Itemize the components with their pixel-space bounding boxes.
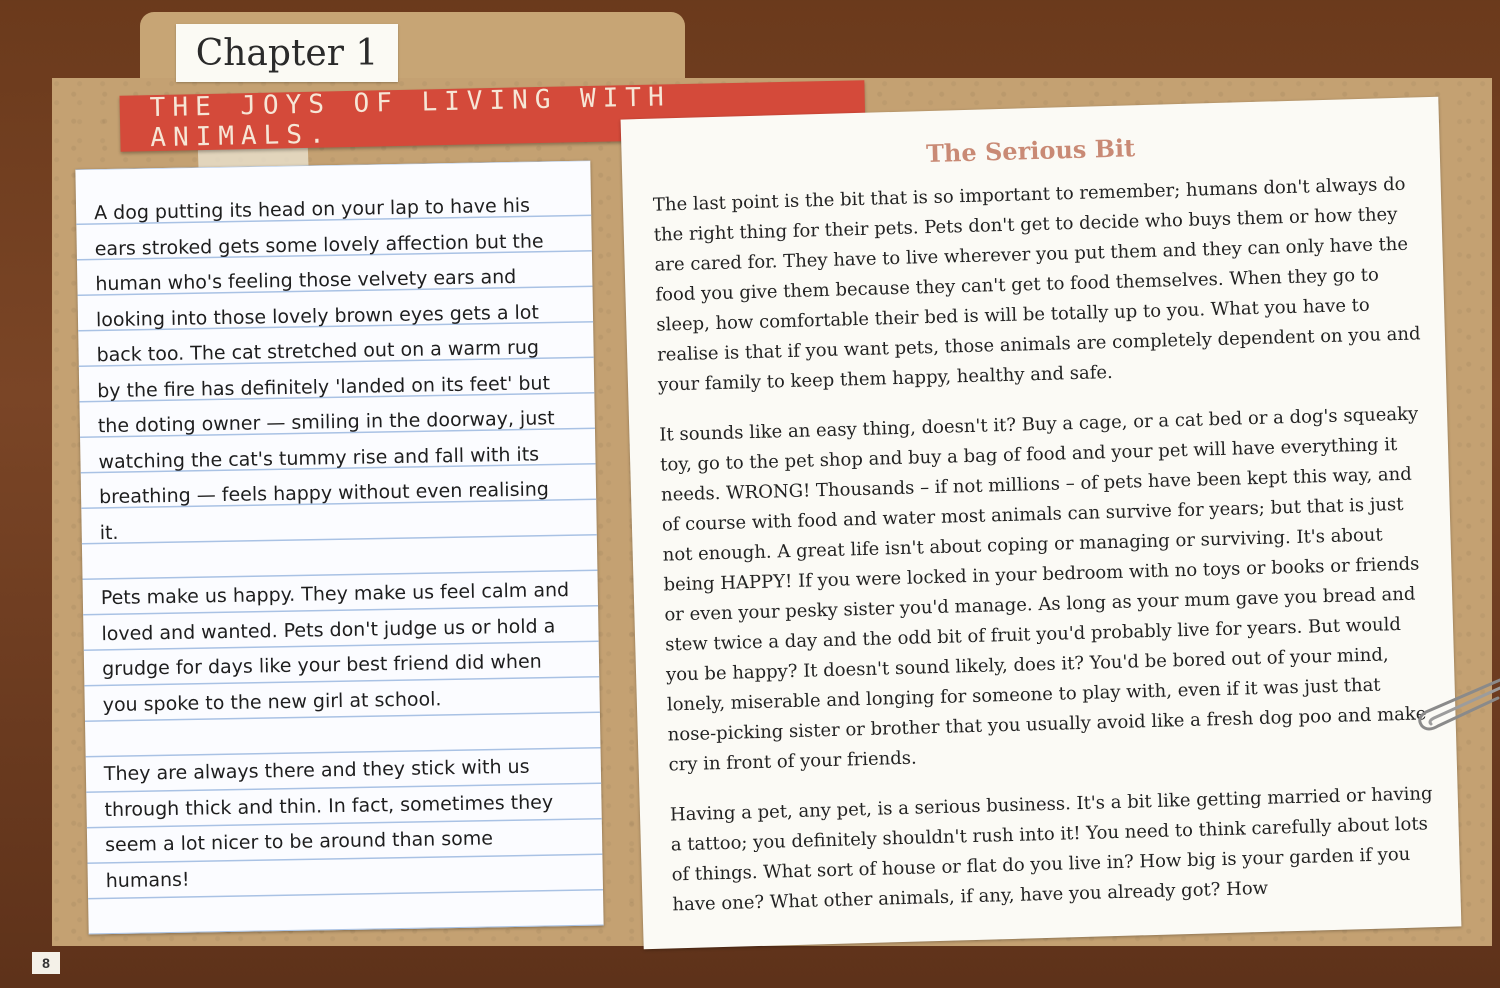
note-paragraph-3: They are always there and they stick with us through thick and thin. In fact, sometimes they seem a lot nicer to be around than some humans! xyxy=(103,755,554,892)
chapter-banner: THE JOYS OF LIVING WITH ANIMALS. xyxy=(119,80,865,152)
serious-bit-heading: The Serious Bit xyxy=(925,133,1136,169)
paperclip-icon xyxy=(1412,672,1500,732)
serious-paragraph-2: It sounds like an easy thing, doesn't it? Buy a cage, or a cat bed or a dog's squeaky toy, go to the pet shop and buy a bag of food and your pet will have everything it needs. WRONG! Thousands – if not millions – of pets have been kept this way, and of course with food and water most animals can survive for years; but that is just not enough. A great life isn't about coping or managing or surviving. It's about being HAPPY! If you were locked in your bedroom with no toys or books or friends or even your pesky sister you'd manage. As long as your mum gave you bread and stew twice a day and the odd bit of fruit you'd probably live for years. But would you be happy? It doesn't sound likely, does it? You'd be bored out of your mind, lonely, miserable and longing for someone to play with, even if it was just that nose-picking sister or brother that you usually avoid like a fresh dog poo and make cry in front of your friends. xyxy=(659,403,1427,776)
serious-paragraph-1: The last point is the bit that is so important to remember; humans don't always do the right thing for their pets. Pets don't get to decide who buys them or how they are cared for. They have to live wherever you put them and they can only have the food you give them because they can't get to food themselves. When they go to sleep, how comfortable their bed is will be totally up to you. What you have to realise is that if you want pets, those animals are completely dependent on you and your family to keep them happy, healthy and safe. xyxy=(652,173,1421,396)
note-paragraph-2: Pets make us happy. They make us feel calm and loved and wanted. Pets don't judge us or hold a grudge for days like your best friend did when you spoke to the new girl at school. xyxy=(100,579,570,716)
serious-paragraph-3: Having a pet, any pet, is a serious business. It's a bit like getting married or having a tattoo; you definitely shouldn't rush into it! You need to think carefully about lots of things. What sort of house or flat do you live in? How big is your garden if you have one? What other animals, if any, have you already got? How xyxy=(669,783,1433,916)
lined-note-sheet xyxy=(75,161,603,935)
page-number: 8 xyxy=(32,952,60,974)
chapter-label: Chapter 1 xyxy=(176,24,398,82)
note-paragraph-1: A dog putting its head on your lap to have his ears stroked gets some lovely affection but the human who's feeling those velvety ears and looking into those lovely brown eyes gets a lot back too. The cat stretched out on a warm rug by the fire has definitely 'landed on its feet' but the doting owner — smiling in the doorway, just watching the cat's tummy rise and fall with its breathing — feels happy without even realising it. xyxy=(93,194,555,544)
serious-bit-paper xyxy=(621,97,1462,950)
